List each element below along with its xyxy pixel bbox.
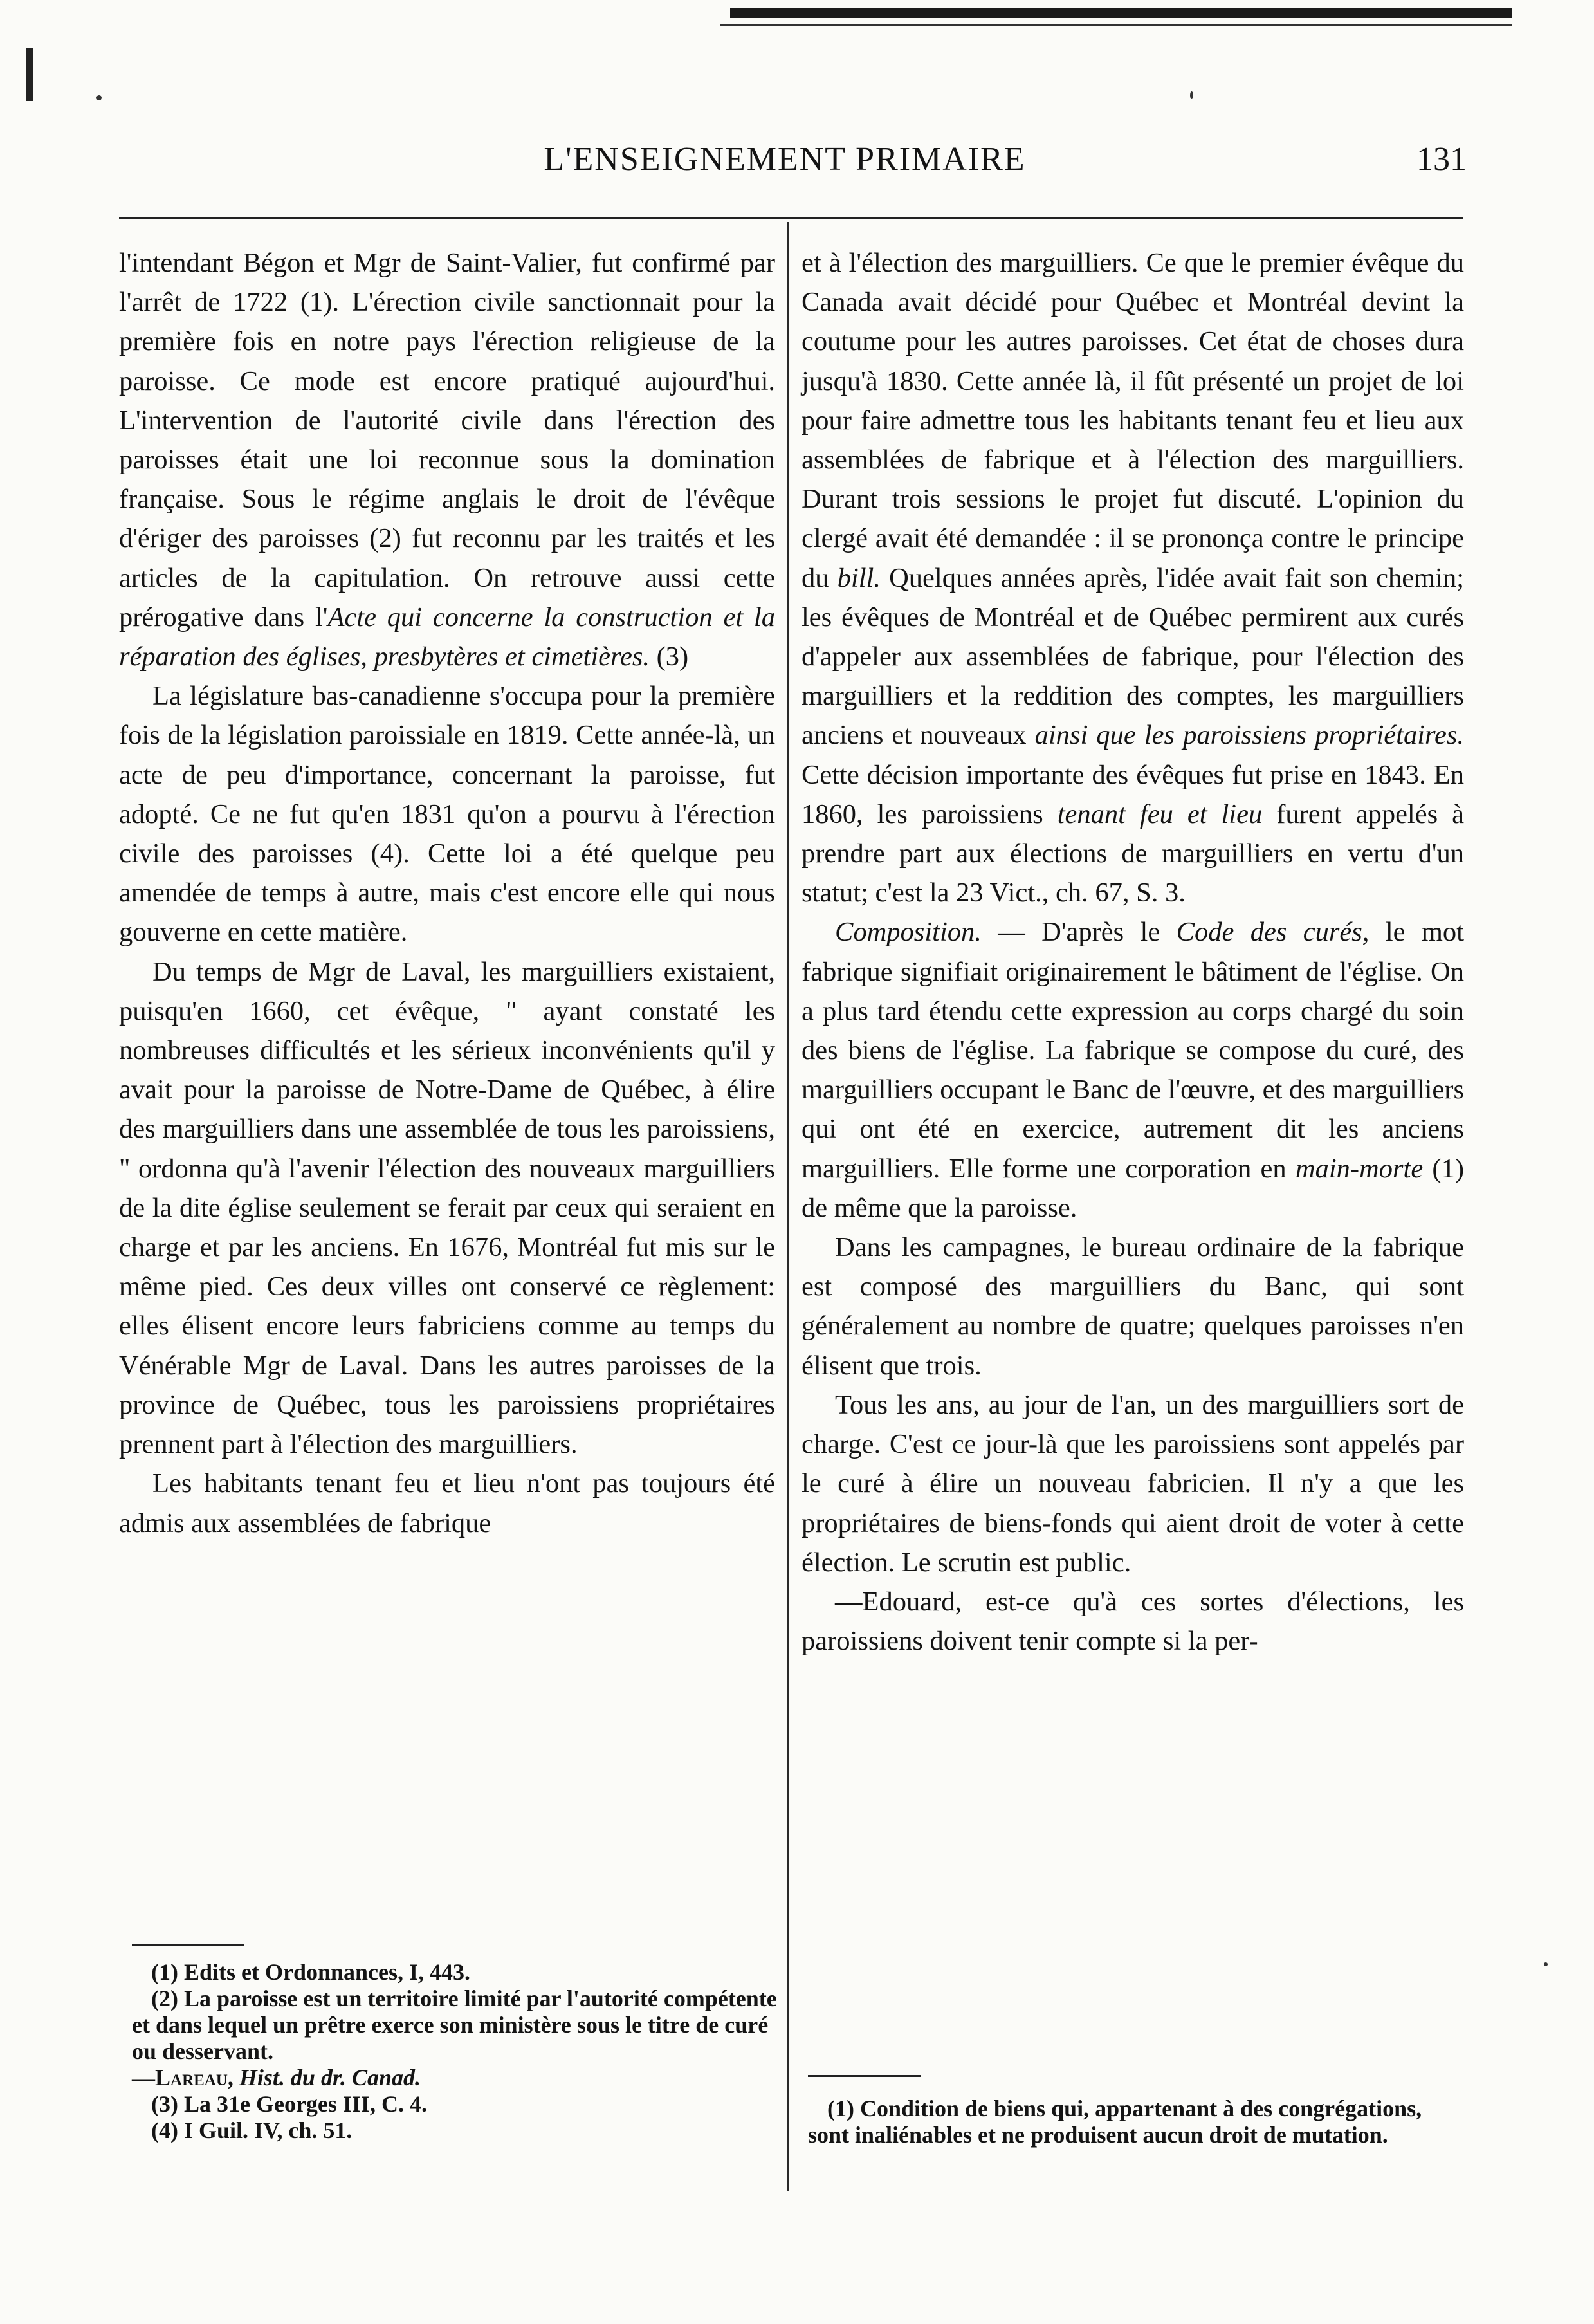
footnote-rule	[808, 2075, 921, 2077]
paragraph: Dans les campagnes, le bureau ordinaire de la fabrique est composé des marguilliers du Banc, qui sont généralement au nombre de quatre; quelques paroisses n'en élisent que trois.	[802, 1232, 1464, 1381]
running-head: L'ENSEIGNEMENT PRIMAIRE	[544, 141, 1026, 178]
footnotes-right	[808, 2096, 1464, 2148]
scan-speck	[1544, 1962, 1548, 1966]
footnotes-left	[132, 1959, 778, 2144]
page-number: 131	[1416, 141, 1467, 178]
paragraph: —Edouard, est-ce qu'à ces sortes d'élections, les paroissiens doivent tenir compte si la per-	[802, 1586, 1464, 1657]
left-column	[119, 243, 775, 1543]
footnote: (1) Edits et Ordonnances, I, 443.	[151, 1959, 471, 1985]
paragraph: La législature bas-canadienne s'occupa pour la première fois de la législation paroissiale en 1819. Cette année-là, un acte de peu d'importance, concernant la paroisse, fut adopté. Ce ne fut qu'en 1831 qu'on a pourvu à l'érection civile des paroisses (4). Cette loi a été quelque peu amendée de temps à autre, mais c'est encore elle qui nous gouverne en cette matière.	[119, 681, 775, 948]
top-rule	[730, 8, 1512, 18]
footnote: (3) La 31e Georges III, C. 4.	[151, 2091, 427, 2117]
footnote: (2) La paroisse est un territoire limité par l'autorité compétente et dans lequel un prêtre exerce son ministère sous le titre de curé ou desservant.	[132, 1986, 777, 2064]
footnote-source: —Lareau, Hist. du dr. Canad.	[132, 2065, 421, 2090]
top-rule-thin	[720, 24, 1512, 26]
paragraph: Du temps de Mgr de Laval, les marguilliers existaient, puisqu'en 1660, cet évêque, " ayant constaté les nombreuses difficultés et les sérieux inconvénients qu'il y avait pour la paroisse de Notre-Dame de Québec, à élire des marguilliers dans une assemblée de tous les paroissiens, " ordonna qu'à l'avenir l'élection des nouveaux marguilliers de la dite église seulement se ferait par ceux qui seraient en charge et par les anciens. En 1676, Montréal fut mis sur le même pied. Ces deux villes ont conservé ce règlement: elles élisent encore leurs fabriciens comme au temps du Vénérable Mgr de Laval. Dans les autres paroisses de la province de Québec, tous les paroissiens propriétaires prennent part à l'élection des marguilliers.	[119, 956, 775, 1460]
header-rule	[119, 217, 1463, 219]
paragraph: et à l'élection des marguilliers. Ce que le premier évêque du Canada avait décidé pour Québec et Montréal devint la coutume pour les autres paroisses. Cet état de choses dura jusqu'à 1830. Cette année là, il fût présenté un projet de loi pour faire admettre tous les habitants tenant feu et lieu aux assemblées de fabrique et à l'élection des marguilliers. Durant trois sessions le projet fut discuté. L'opinion du clergé avait été demandée : il se prononça contre le principe du bill. Quelques années après, l'idée avait fait son chemin; les évêques de Montréal et de Québec permirent aux curés d'appeler aux assemblées de fabrique, pour l'élection des marguilliers et la reddition des comptes, les marguilliers anciens et nouveaux ainsi que les paroissiens propriétaires. Cette décision importante des évêques fut prise en 1843. En 1860, les paroissiens tenant feu et lieu furent appelés à prendre part aux élections de marguilliers en vertu d'un statut; c'est la 23 Vict., ch. 67, S. 3.	[802, 248, 1465, 908]
paragraph: Composition. — D'après le Code des curés, le mot fabrique signifiait originairement le bâtiment de l'église. On a plus tard étendu cette expression au corps chargé du soin des biens de l'église. La fabrique se compose du curé, des marguilliers occupant le Banc de l'œuvre, et des marguilliers qui ont été en exercice, autrement dit les anciens marguilliers. Elle forme une corporation en main-morte (1) de même que la paroisse.	[802, 917, 1464, 1223]
paragraph: l'intendant Bégon et Mgr de Saint-Valier, fut confirmé par l'arrêt de 1722 (1). L'érection civile sanctionnait pour la première fois en notre pays l'érection religieuse de la paroisse. Ce mode est encore pratiqué aujourd'hui. L'intervention de l'autorité civile dans l'érection des paroisses était une loi reconnue sous la domination française. Sous le régime anglais le droit de l'évêque d'ériger des paroisses (2) fut reconnu par les traités et les articles de la capitulation. On retrouve aussi cette prérogative dans l'Acte qui concerne la construction et la réparation des églises, presbytères et cimetières. (3)	[119, 248, 775, 672]
footnote: (4) I Guil. IV, ch. 51.	[151, 2117, 353, 2143]
right-column	[802, 243, 1464, 1661]
scan-edge-mark	[26, 48, 33, 101]
paragraph: Les habitants tenant feu et lieu n'ont pas toujours été admis aux assemblées de fabrique	[119, 1468, 775, 1538]
paragraph: Tous les ans, au jour de l'an, un des marguilliers sort de charge. C'est ce jour-là que les paroissiens sont appelés par le curé à élire un nouveau fabricien. Il n'y a que les propriétaires de biens-fonds qui aient droit de voter à cette élection. Le scrutin est public.	[802, 1389, 1464, 1578]
scan-speck	[1190, 91, 1193, 99]
column-divider	[787, 222, 789, 2191]
footnote-rule	[132, 1944, 244, 1946]
scan-speck	[96, 95, 102, 100]
footnote: (1) Condition de biens qui, appartenant à des congrégations, sont inaliénables et ne produisent aucun droit de mutation.	[808, 2096, 1422, 2148]
